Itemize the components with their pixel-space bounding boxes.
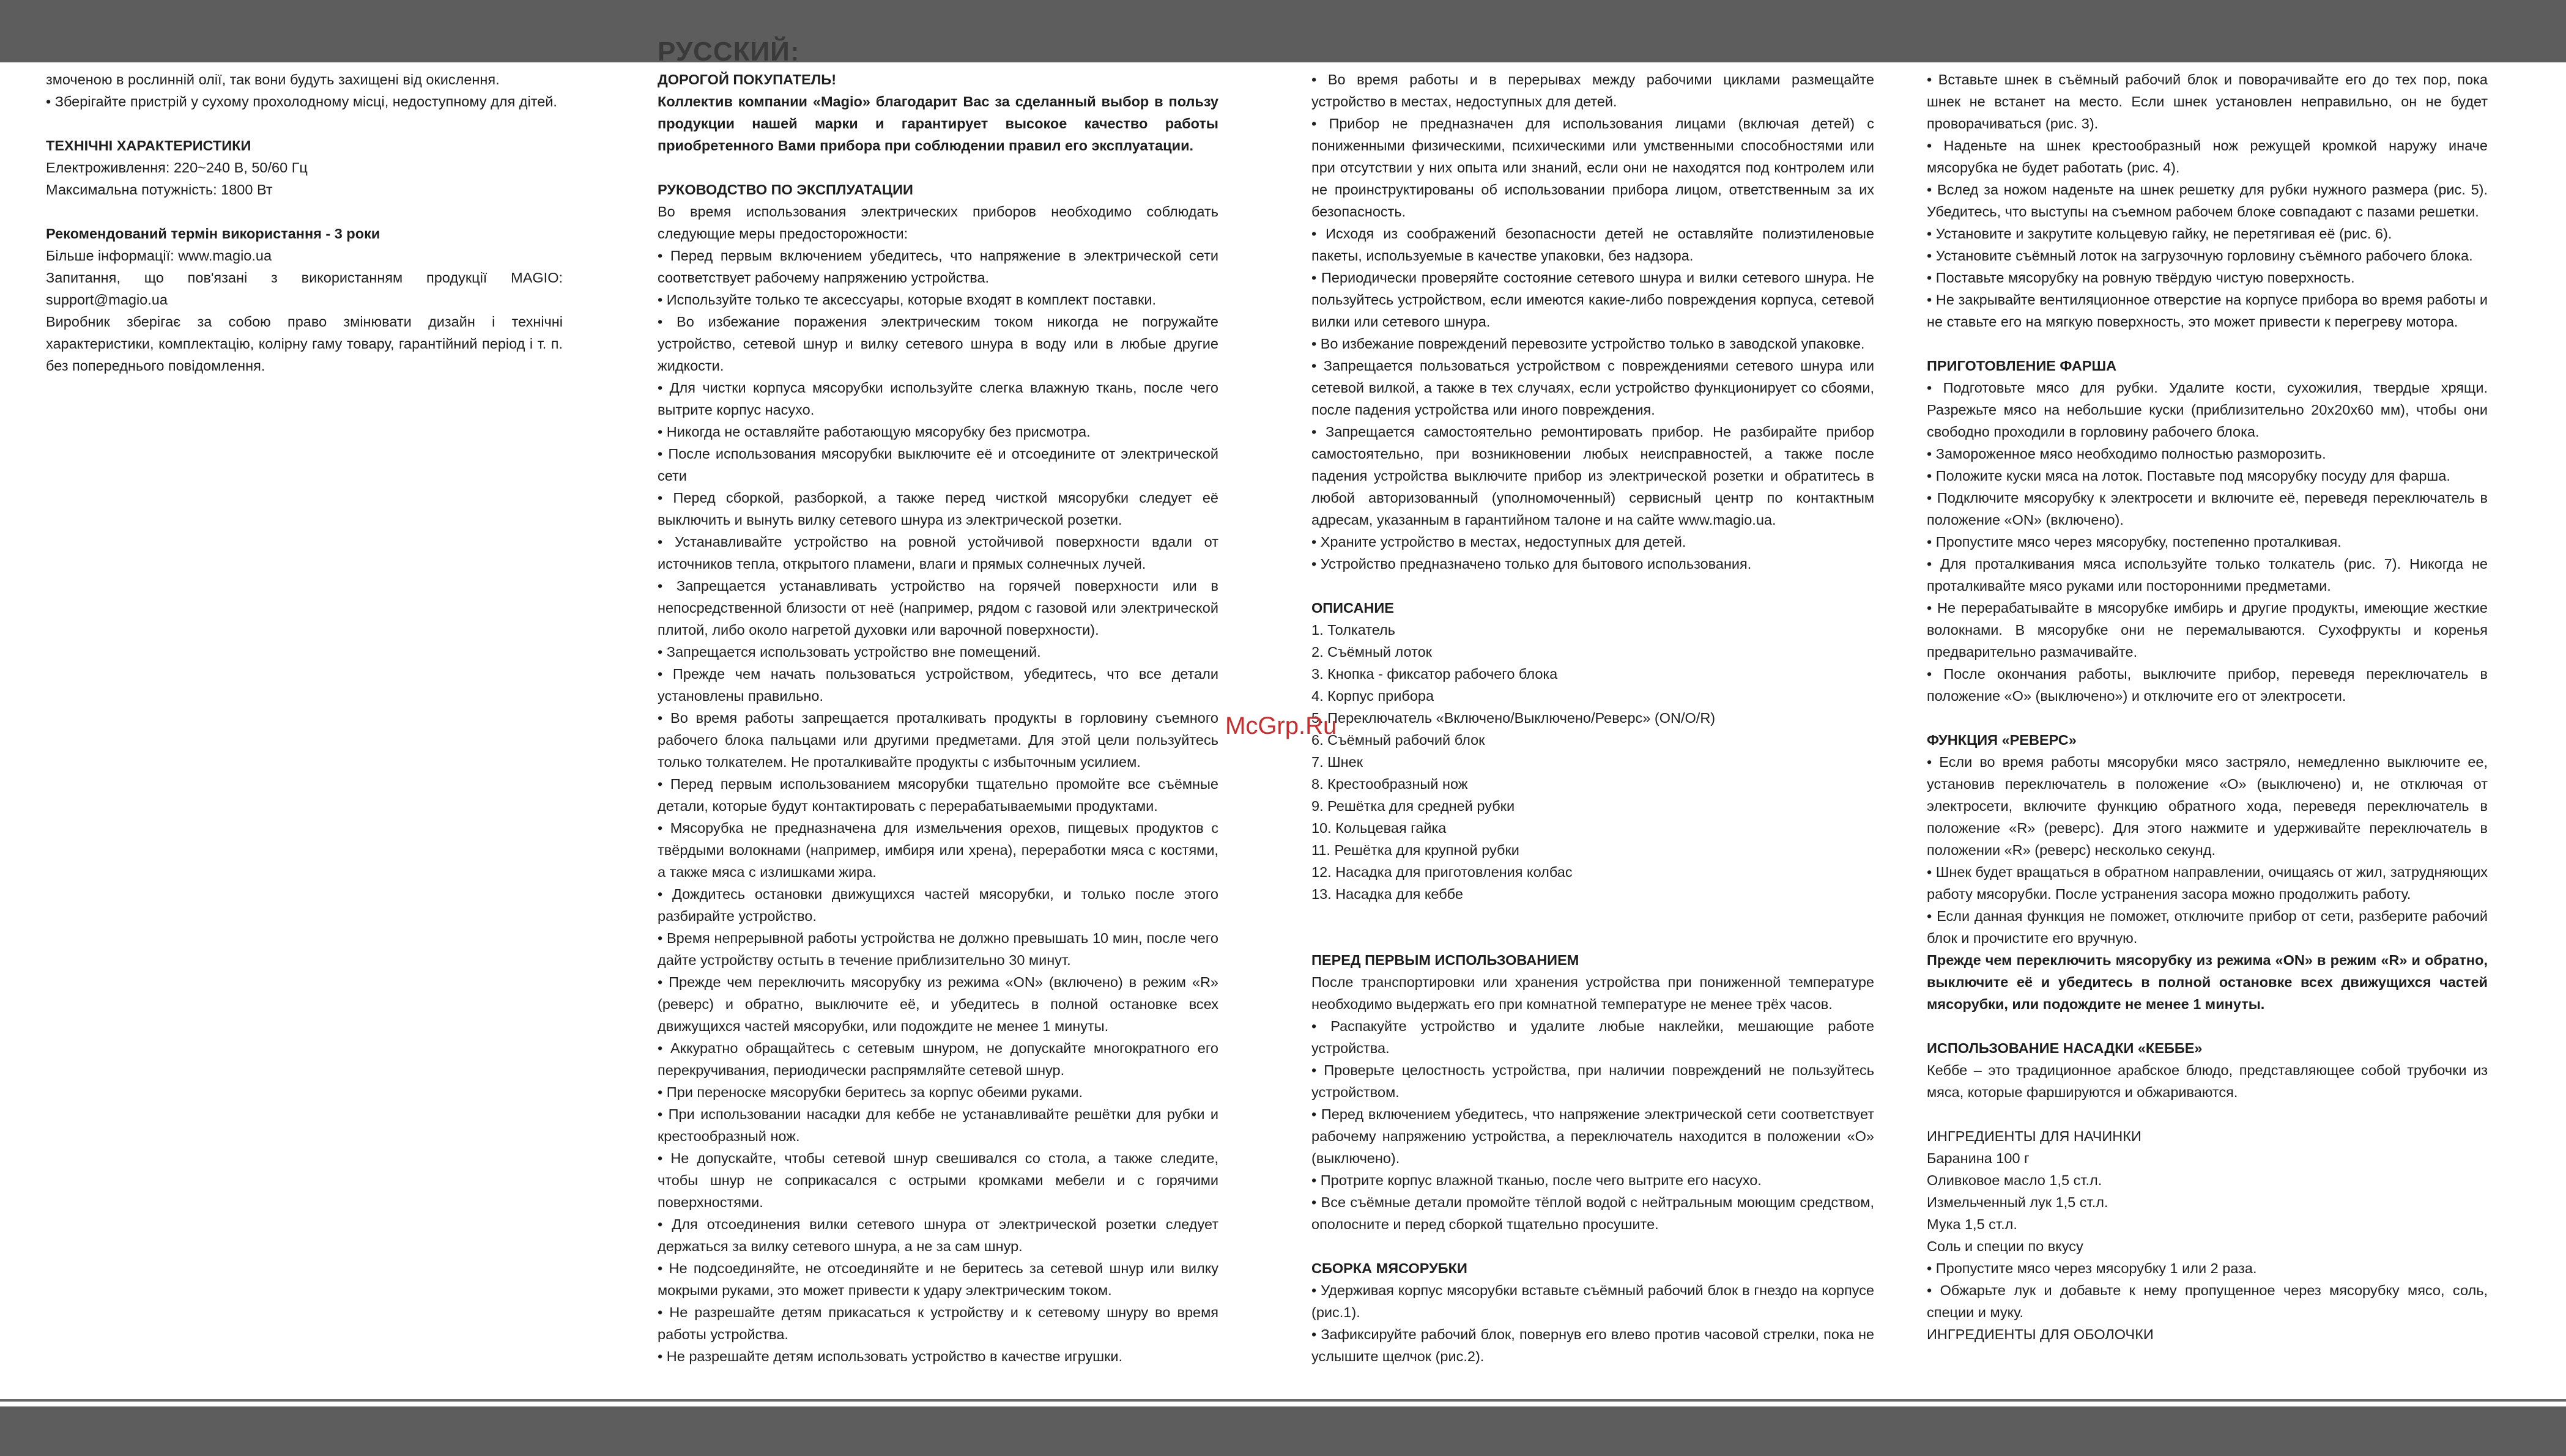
list-item: • Зафиксируйте рабочий блок, повернув его влево против часовой стрелки, пока не услышите щелчок (рис.2). xyxy=(1311,1326,1874,1364)
column-russian-1 xyxy=(658,68,1218,1367)
section-heading-greeting: ДОРОГОЙ ПОКУПАТЕЛЬ! xyxy=(658,72,837,87)
greeting-text: Коллектив компании «Magio» благодарит Вас за сделанный выбор в пользу продукции нашей марки и гарантирует высокое качество работы приобретенного Вами прибора при соблюдении правил его эксплуатации. xyxy=(658,94,1218,153)
list-item: • Вслед за ножом наденьте на шнек решетку для рубки нужного размера (рис. 5). Убедитесь, что выступы на съемном рабочем блоке совпадают с пазами решетки. xyxy=(1927,182,2488,220)
list-item: • Используйте только те аксессуары, которые входят в комплект поставки. xyxy=(658,292,1157,308)
part-item: 4. Корпус прибора xyxy=(1311,688,1434,704)
column-russian-2 xyxy=(1311,68,1874,1367)
list-item: • Все съёмные детали промойте тёплой водой с нейтральным моющим средством, ополосните и перед сборкой тщательно просушите. xyxy=(1311,1194,1874,1232)
part-item: 5. Переключатель «Включено/Выключено/Реверс» (ON/O/R) xyxy=(1311,710,1716,726)
section-heading-reverse: ФУНКЦИЯ «РЕВЕРС» xyxy=(1927,732,2077,748)
column-ukrainian xyxy=(46,68,563,377)
list-item: • Перед включением убедитесь, что напряжение электрической сети соответствует рабочему напряжению устройства, а переключатель находится в положении «О» (выключено). xyxy=(1311,1106,1874,1166)
list-item: • Не подсоединяйте, не отсоединяйте и не беритесь за сетевой шнур или вилку мокрыми руками, это может привести к удару электрическим током. xyxy=(658,1260,1218,1298)
list-item: • Исходя из соображений безопасности детей не оставляйте полиэтиленовые пакеты, используемые в качестве упаковки, без надзора. xyxy=(1311,226,1874,264)
text-line: Максимальна потужність: 1800 Вт xyxy=(46,182,273,198)
part-item: 3. Кнопка - фиксатор рабочего блока xyxy=(1311,666,1558,682)
list-item: • Поставьте мясорубку на ровную твёрдую чистую поверхность. xyxy=(1927,270,2355,286)
list-item: • Установите съёмный лоток на загрузочную горловину съёмного рабочего блока. xyxy=(1927,248,2473,264)
list-item: • Не разрешайте детям прикасаться к устройству и к сетевому шнуру во время работы устройства. xyxy=(658,1304,1218,1342)
list-item: • Для чистки корпуса мясорубки используйте слегка влажную ткань, после чего вытрите корпус насухо. xyxy=(658,380,1218,418)
list-item: • Прежде чем переключить мясорубку из режима «ON» (включено) в режим «R» (реверс) и обратно, выключите её, и убедитесь в полной остановке всех движущихся частей мясорубки, или подождите не менее 1 минуты. xyxy=(658,974,1218,1034)
section-heading-manual: РУКОВОДСТВО ПО ЭКСПЛУАТАЦИИ xyxy=(658,182,913,198)
list-item: • Перед первым использованием мясорубки тщательно промойте все съёмные детали, которые будут контактировать с перерабатываемыми продуктами. xyxy=(658,776,1218,814)
list-item: После транспортировки или хранения устройства при пониженной температуре необходимо выдержать его при комнатной температуре не менее трёх часов. xyxy=(1311,974,1874,1012)
list-item: • Подключите мясорубку к электросети и включите её, переведя переключатель в положение «ON» (включено). xyxy=(1927,490,2488,528)
list-item: • Перед сборкой, разборкой, а также перед чисткой мясорубки следует её выключить и вынуть вилку сетевого шнура из электрической розетки. xyxy=(658,490,1218,528)
list-item: • Обжарьте лук и добавьте к нему пропущенное через мясорубку мясо, соль, специи и муку. xyxy=(1927,1282,2488,1320)
list-item: • Наденьте на шнек крестообразный нож режущей кромкой наружу иначе мясорубка не будет работать (рис. 4). xyxy=(1927,138,2488,176)
text-line: Виробник зберігає за собою право змінювати дизайн і технічні характеристики, комплектацію, колірну гаму товару, гарантійний період і т. п. без попереднього повідомлення. xyxy=(46,314,563,374)
list-item: • Замороженное мясо необходимо полностью разморозить. xyxy=(1927,446,2326,462)
list-item: • Для отсоединения вилки сетевого шнура от электрической розетки следует держаться за вилку сетевого шнура, а не за сам шнур. xyxy=(658,1216,1218,1254)
list-item: • Во избежание повреждений перевозите устройство только в заводской упаковке. xyxy=(1311,336,1865,352)
ingredient-item: Оливковое масло 1,5 ст.л. xyxy=(1927,1172,2102,1188)
ingredient-item: Мука 1,5 ст.л. xyxy=(1927,1216,2017,1232)
language-title: РУССКИЙ: xyxy=(658,37,800,67)
list-item: • Если данная функция не поможет, отключите прибор от сети, разберите рабочий блок и прочистите его вручную. xyxy=(1927,908,2488,946)
list-item: • Во время работы и в перерывах между рабочими циклами размещайте устройство в местах, недоступных для детей. xyxy=(1311,72,1874,109)
ingredient-item: Баранина 100 г xyxy=(1927,1150,2030,1166)
list-item: • Не закрывайте вентиляционное отверстие на корпусе прибора во время работы и не ставьте его на мягкую поверхность, это может привести к перегреву мотора. xyxy=(1927,292,2488,330)
top-header-bar xyxy=(0,0,2566,62)
list-item: • Запрещается пользоваться устройством с повреждениями сетевого шнура или сетевой вилкой, а также в тех случаях, если устройство функционирует со сбоями, после падения устройства или иного повреждения. xyxy=(1311,358,1874,418)
list-item: • Положите куски мяса на лоток. Поставьте под мясорубку посуду для фарша. xyxy=(1927,468,2450,484)
section-heading-kebbe: ИСПОЛЬЗОВАНИЕ НАСАДКИ «КЕББЕ» xyxy=(1927,1040,2203,1056)
text-line: Електроживлення: 220~240 В, 50/60 Гц xyxy=(46,160,308,176)
list-item: Во время использования электрических приборов необходимо соблюдать следующие меры предосторожности: xyxy=(658,204,1218,242)
section-heading-description: ОПИСАНИЕ xyxy=(1311,600,1394,616)
list-item: • Вставьте шнек в съёмный рабочий блок и поворачивайте его до тех пор, пока шнек не встанет на место. Если шнек установлен неправильно, он не будет проворачиваться (рис. 3). xyxy=(1927,72,2488,131)
text-line: • Зберігайте пристрій у сухому прохолодному місці, недоступному для дітей. xyxy=(46,94,557,109)
watermark-text: McGrp.Ru xyxy=(1225,712,1337,739)
part-item: 6. Съёмный рабочий блок xyxy=(1311,732,1485,748)
list-item: • Запрещается использовать устройство вне помещений. xyxy=(658,644,1041,660)
list-item: • Если во время работы мясорубки мясо застряло, немедленно выключите ее, установив переключатель в положение «О» (выключено) и, не отключая от электросети, включите функцию обратного хода, переведя переключатель в положение «R» (реверс). Для этого нажмите и удерживайте переключатель в положении «R» (реверс) несколько секунд. xyxy=(1927,754,2488,858)
section-heading-term: Рекомендований термін використання - 3 роки xyxy=(46,226,380,242)
list-item: • Удерживая корпус мясорубки вставьте съёмный рабочий блок в гнездо на корпусе (рис.1). xyxy=(1311,1282,1874,1320)
list-item: • Время непрерывной работы устройства не должно превышать 10 мин, после чего дайте устройству остыть в течение приблизительно 30 минут. xyxy=(658,930,1218,968)
list-item: • Прибор не предназначен для использования лицами (включая детей) с пониженными физическими, психическими или умственными способностями или при отсутствии у них опыта или знаний, если они не находятся под контролем или не проинструктированы об использовании прибора лицом, ответственным за их безопасность. xyxy=(1311,116,1874,220)
list-item: • Перед первым включением убедитесь, что напряжение в электрической сети соответствует рабочему напряжению устройства. xyxy=(658,248,1218,286)
list-item: • Во избежание поражения электрическим током никогда не погружайте устройство, сетевой шнур и вилку сетевого шнура в воду или в любые другие жидкости. xyxy=(658,314,1218,374)
list-item: • При переноске мясорубки беритесь за корпус обеими руками. xyxy=(658,1084,1083,1100)
list-item: • После окончания работы, выключите прибор, переведя переключатель в положение «О» (выключено») и отключите его от электросети. xyxy=(1927,666,2488,704)
list-item: • Распакуйте устройство и удалите любые наклейки, мешающие работе устройства. xyxy=(1311,1018,1874,1056)
list-item: • Периодически проверяйте состояние сетевого шнура и вилки сетевого шнура. Не пользуйтесь устройством, если имеются какие-либо повреждения корпуса, сетевой вилки или сетевого шнура. xyxy=(1311,270,1874,330)
list-item: • При использовании насадки для кеббе не устанавливайте решётки для рубки и крестообразный нож. xyxy=(658,1106,1218,1144)
list-item: • Мясорубка не предназначена для измельчения орехов, пищевых продуктов с твёрдыми волокнами (например, имбиря или хрена), переработки мяса с костями, а также мяса с излишками жира. xyxy=(658,820,1218,880)
shell-heading: ИНГРЕДИЕНТЫ ДЛЯ ОБОЛОЧКИ xyxy=(1927,1326,2154,1342)
list-item: • Подготовьте мясо для рубки. Удалите кости, сухожилия, твердые хрящи. Разрежьте мясо на небольшие куски (приблизительно 20х20х60 мм), чтобы они свободно проходили в горловину рабочего блока. xyxy=(1927,380,2488,440)
part-item: 10. Кольцевая гайка xyxy=(1311,820,1447,836)
list-item: • Протрите корпус влажной тканью, после чего вытрите его насухо. xyxy=(1311,1172,1762,1188)
list-item: • Шнек будет вращаться в обратном направлении, очищаясь от жил, затрудняющих работу мясорубки. После устранения засора можно продолжить работу. xyxy=(1927,864,2488,902)
part-item: 13. Насадка для кеббе xyxy=(1311,886,1463,902)
section-heading-assembly: СБОРКА МЯСОРУБКИ xyxy=(1311,1260,1467,1276)
list-item: • Дождитесь остановки движущихся частей мясорубки, и только после этого разбирайте устройство. xyxy=(658,886,1218,924)
list-item: • Запрещается устанавливать устройство на горячей поверхности или в непосредственной близости от неё (например, рядом с газовой или электрической плитой, либо около нагретой духовки или варочной поверхности). xyxy=(658,578,1218,638)
filling-heading: ИНГРЕДИЕНТЫ ДЛЯ НАЧИНКИ xyxy=(1927,1128,2141,1144)
list-item: • После использования мясорубки выключите её и отсоедините от электрической сети xyxy=(658,446,1218,484)
column-russian-3 xyxy=(1927,68,2488,1345)
kebbe-intro: Кеббе – это традиционное арабское блюдо, представляющее собой трубочки из мяса, которые фаршируются и обжариваются. xyxy=(1927,1062,2488,1100)
part-item: 2. Съёмный лоток xyxy=(1311,644,1432,660)
section-heading-first-use: ПЕРЕД ПЕРВЫМ ИСПОЛЬЗОВАНИЕМ xyxy=(1311,952,1579,968)
list-item: • Устройство предназначено только для бытового использования. xyxy=(1311,556,1752,572)
list-item: • Аккуратно обращайтесь с сетевым шнуром, не допускайте многократного его перекручивания, периодически распрямляйте сетевой шнур. xyxy=(658,1040,1218,1078)
list-item: • Пропустите мясо через мясорубку, постепенно проталкивая. xyxy=(1927,534,2342,550)
list-item: • Во время работы запрещается проталкивать продукты в горловину съемного рабочего блока пальцами или другими предметами. Для этой цели пользуйтесь только толкателем. Не проталкивайте продукты с избыточным усилием. xyxy=(658,710,1218,770)
list-item: • Никогда не оставляйте работающую мясорубку без присмотра. xyxy=(658,424,1091,440)
text-line: Більше інформації: www.magio.ua xyxy=(46,248,272,264)
text-line: Запитання, що пов'язані з використанням продукції MAGIO: support@magio.ua xyxy=(46,270,563,308)
ingredient-item: Измельченный лук 1,5 ст.л. xyxy=(1927,1194,2108,1210)
section-heading-tech: ТЕХНІЧНІ ХАРАКТЕРИСТИКИ xyxy=(46,138,251,153)
text-line: змоченою в рослинній олії, так вони будуть захищені від окислення. xyxy=(46,72,500,87)
list-item: • Для проталкивания мяса используйте только толкатель (рис. 7). Никогда не проталкивайте мясо руками или посторонними предметами. xyxy=(1927,556,2488,594)
list-item: • Проверьте целостность устройства, при наличии повреждений не пользуйтесь устройством. xyxy=(1311,1062,1874,1100)
list-item: • Установите и закрутите кольцевую гайку, не перетягивая её (рис. 6). xyxy=(1927,226,2392,242)
list-item: • Не допускайте, чтобы сетевой шнур свешивался со стола, а также следите, чтобы шнур не соприкасался с острыми кромками мебели и с горячими поверхностями. xyxy=(658,1150,1218,1210)
ingredient-item: Соль и специи по вкусу xyxy=(1927,1238,2083,1254)
list-item: • Не перерабатывайте в мясорубке имбирь и другие продукты, имеющие жесткие волокнами. В мясорубке они не перемалываются. Сухофрукты и коренья предварительно размачивайте. xyxy=(1927,600,2488,660)
reverse-warning: Прежде чем переключить мясорубку из режима «ON» в режим «R» и обратно, выключите её и убедитесь в полной остановке всех движущихся частей мясорубки, или подождите не менее 1 минуты. xyxy=(1927,952,2488,1012)
part-item: 12. Насадка для приготовления колбас xyxy=(1311,864,1573,880)
footer-divider xyxy=(0,1399,2566,1402)
list-item: • Храните устройство в местах, недоступных для детей. xyxy=(1311,534,1686,550)
part-item: 11. Решётка для крупной рубки xyxy=(1311,842,1519,858)
section-heading-mince: ПРИГОТОВЛЕНИЕ ФАРША xyxy=(1927,358,2117,374)
part-item: 8. Крестообразный нож xyxy=(1311,776,1468,792)
list-item: • Не разрешайте детям использовать устройство в качестве игрушки. xyxy=(658,1348,1123,1364)
list-item: • Пропустите мясо через мясорубку 1 или 2 раза. xyxy=(1927,1260,2257,1276)
part-item: 7. Шнек xyxy=(1311,754,1363,770)
list-item: • Устанавливайте устройство на ровной устойчивой поверхности вдали от источников тепла, открытого пламени, влаги и прямых солнечных лучей. xyxy=(658,534,1218,572)
list-item: • Прежде чем начать пользоваться устройством, убедитесь, что все детали установлены правильно. xyxy=(658,666,1218,704)
bottom-footer-bar xyxy=(0,1406,2566,1456)
part-item: 1. Толкатель xyxy=(1311,622,1396,638)
part-item: 9. Решётка для средней рубки xyxy=(1311,798,1515,814)
list-item: • Запрещается самостоятельно ремонтировать прибор. Не разбирайте прибор самостоятельно, при возникновении любых неисправностей, а также после падения устройства выключите прибор из электрической розетки и обратитесь в любой авторизованный (уполномоченный) сервисный центр по контактным адресам, указанным в гарантийном талоне и на сайте www.magio.ua. xyxy=(1311,424,1874,528)
